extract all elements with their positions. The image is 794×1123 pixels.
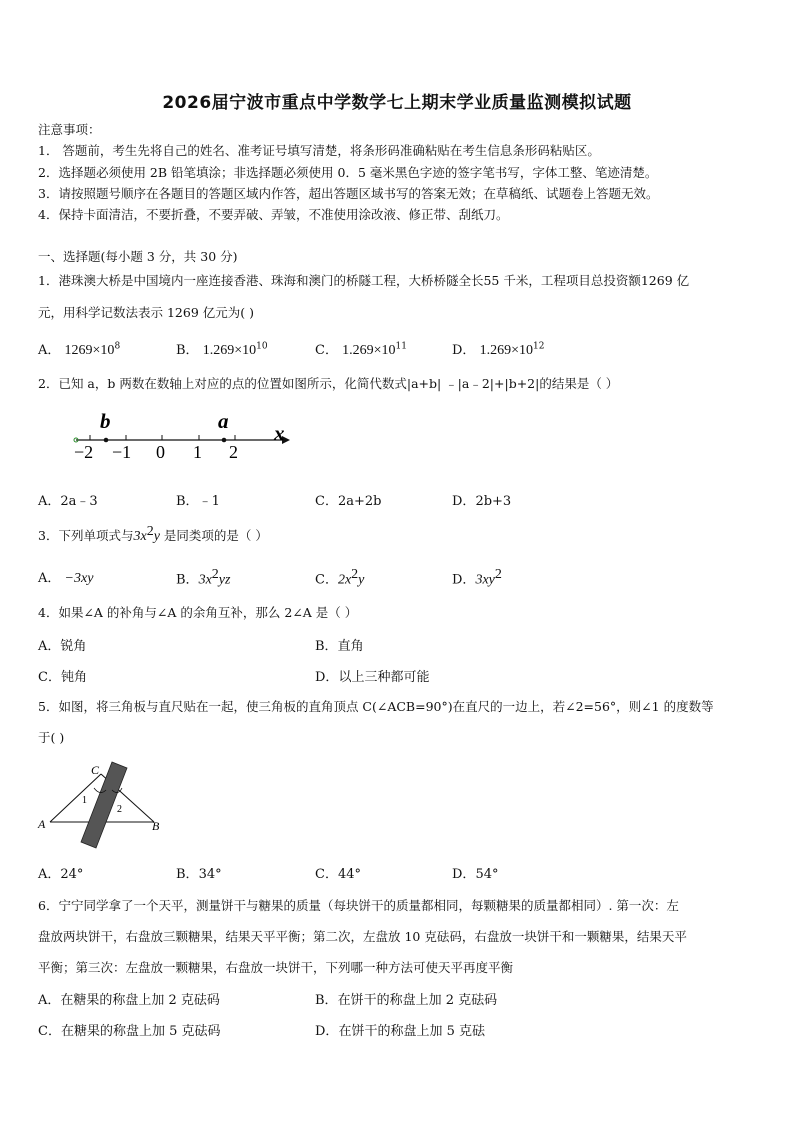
q5-option-d[interactable] [452,863,498,882]
option-expr: 1.269×10 [202,343,257,358]
option-text: 锐角 [60,639,87,654]
option-label: B． [176,343,199,358]
option-expr: 2x [337,572,352,588]
q3-option-c[interactable] [315,567,364,588]
option-label: A． [38,494,61,509]
section-heading: 一、选择题(每小题 3 分，共 30 分) [38,249,238,264]
q6-stem-line1: 6．宁宁同学拿了一个天平，测量饼干与糖果的质量（每块饼干的质量都相同，每颗糖果的质量都相同）. 第一次：左 [38,898,679,913]
option-text: 54° [475,867,499,882]
angle-2-label: 2 [117,804,122,815]
option-label: C． [315,867,338,882]
q3-option-b[interactable] [176,567,230,588]
q3-option-a[interactable] [38,567,93,587]
option-label: B． [315,639,338,654]
q1-option-b[interactable] [176,339,268,359]
option-label: A． [38,993,61,1008]
option-expr: −3xy [64,571,94,586]
notice-heading: 注意事项： [38,122,101,137]
option-label: C． [315,494,338,509]
option-label: D． [315,670,339,685]
q4-option-a[interactable] [38,635,86,654]
option-text: 在饼干的称盘上加 2 克砝码 [337,993,498,1008]
q3-expr: 3x [133,529,147,545]
option-label: C． [38,670,61,685]
q5-option-a[interactable] [38,863,83,882]
option-label: D． [452,867,476,882]
q1-stem-line1: 1．港珠澳大桥是中国境内一座连接香港、珠海和澳门的桥隧工程，大桥桥隧全长55 千米，工程项目总投资额1269 亿 [38,273,690,288]
option-label: D． [452,572,476,588]
option-exp: 8 [114,341,121,352]
notice-item-2: 2．选择题必须使用 2B 铅笔填涂；非选择题必须使用 0．5 毫米黑色字迹的签字笔书写，字体工整、笔迹清楚。 [38,165,658,180]
point-a-dot [222,438,227,443]
q5-stem-line2: 于( ) [38,730,65,745]
tick-label: −1 [112,442,132,462]
option-label: A． [38,571,61,586]
option-label: C． [315,572,338,588]
notice-item-4: 4．保持卡面清洁，不要折叠，不要弄破、弄皱，不准使用涂改液、修正带、刮纸刀。 [38,207,509,222]
option-text: 34° [198,867,222,882]
option-text: 2a﹣3 [60,494,98,509]
option-exp: 10 [256,341,268,352]
q6-option-a[interactable] [38,989,220,1008]
q4-option-d[interactable] [315,666,429,685]
q2-option-c[interactable] [315,490,381,509]
q2-option-a[interactable] [38,490,98,509]
vertex-b-label: B [152,819,160,833]
q6-stem-line2: 盘放两块饼干，右盘放三颗糖果，结果天平平衡；第二次，左盘放 10 克砝码，右盘放一块饼干和一颗糖果，结果天平 [38,929,687,944]
triangle-ruler-figure [34,752,174,852]
option-text: 在糖果的称盘上加 2 克砝码 [60,993,220,1008]
q3-stem [38,524,268,545]
q5-stem-line1: 5．如图，将三角板与直尺贴在一起，使三角板的直角顶点 C(∠ACB=90°)在直尺的一边上，若∠2=56°，则∠1 的度数等 [38,699,714,714]
option-label: D． [315,1024,339,1039]
q3-expr-exp: 2 [146,524,154,539]
vertex-c-label: C [91,763,100,777]
q4-option-b[interactable] [315,635,364,654]
q4-option-c[interactable] [38,666,87,685]
option-expr-tail: y [358,572,365,588]
number-line-figure [60,406,300,470]
notice-item-1: 1． 答题前，考生先将自己的姓名、准考证号填写清楚，将条形码准确粘贴在考生信息条形码粘贴区。 [38,143,600,158]
option-expr: 3xy [475,572,495,588]
tick-label: 2 [229,442,238,462]
option-exp: 2 [211,567,219,582]
tick-label: −2 [74,442,94,462]
option-label: A． [38,343,61,358]
option-text: 在饼干的称盘上加 5 克砝 [338,1024,485,1039]
q3-expr-tail: y [153,529,160,545]
q6-stem-line3: 平衡；第三次：左盘放一颗糖果，右盘放一块饼干，下列哪一种方法可使天平再度平衡 [38,960,514,975]
exam-title: 2026届宁波市重点中学数学七上期末学业质量监测模拟试题 [162,93,632,113]
option-label: D． [452,343,476,358]
q6-option-b[interactable] [315,989,497,1008]
point-a-label: a [218,409,229,433]
q3-prefix: 3．下列单项式与 [38,528,134,544]
q6-option-d[interactable] [315,1020,485,1039]
tick-label: 0 [156,442,165,462]
option-expr-tail: yz [218,572,231,588]
q1-stem-line2: 元，用科学记数法表示 1269 亿元为( ) [38,305,254,320]
q2-stem: 2．已知 a，b 两数在数轴上对应的点的位置如图所示，化简代数式|a+b| ﹣|a﹣2|+|b+2|的结果是（ ） [38,376,619,391]
q4-stem: 4．如果∠A 的补角与∠A 的余角互补，那么 2∠A 是（ ） [38,605,358,620]
option-label: A． [38,867,61,882]
option-text: 在糖果的称盘上加 5 克砝码 [60,1024,221,1039]
q5-option-c[interactable] [315,863,361,882]
option-text: 以上三种都可能 [338,670,430,685]
option-label: A． [38,639,61,654]
notice-item-3: 3．请按照题号顺序在各题目的答题区域内作答，超出答题区域书写的答案无效；在草稿纸、试题卷上答题无效。 [38,186,659,201]
option-text: 24° [60,867,84,882]
option-label: B． [315,993,338,1008]
axis-x-label: x [274,421,285,445]
point-b-dot [104,438,109,443]
option-label: B． [176,572,199,588]
option-text: 2a+2b [337,494,382,509]
vertex-a-label: A [38,817,46,831]
option-expr: 1.269×10 [479,343,533,358]
point-b-label: b [100,409,111,433]
q3-suffix: 是同类项的是（ ） [163,528,268,544]
tick-label: 1 [193,442,202,462]
option-exp: 11 [395,341,407,352]
option-exp: 2 [351,567,359,582]
angle-1-label: 1 [82,795,87,806]
option-label: B． [176,867,199,882]
option-text: ﹣1 [198,494,220,509]
option-text: 钝角 [60,670,87,685]
option-label: B． [176,494,199,509]
option-text: 44° [337,867,361,882]
option-label: C． [315,343,338,358]
q2-option-b[interactable] [176,490,220,509]
option-exp: 12 [532,341,545,352]
q6-option-c[interactable] [38,1020,221,1039]
q1-option-d[interactable] [452,339,544,359]
option-exp: 2 [494,567,502,582]
q5-option-b[interactable] [176,863,222,882]
option-expr: 1.269×10 [342,343,396,358]
option-expr: 3x [198,572,212,588]
option-expr: 1269×10 [64,343,115,358]
option-label: C． [38,1024,61,1039]
q1-option-c[interactable] [315,339,407,359]
q1-option-a[interactable] [38,339,120,359]
option-text: 直角 [337,639,364,654]
option-label: D． [452,494,476,509]
q3-option-d[interactable] [452,567,502,588]
option-text: 2b+3 [475,494,512,509]
q2-option-d[interactable] [452,490,511,509]
